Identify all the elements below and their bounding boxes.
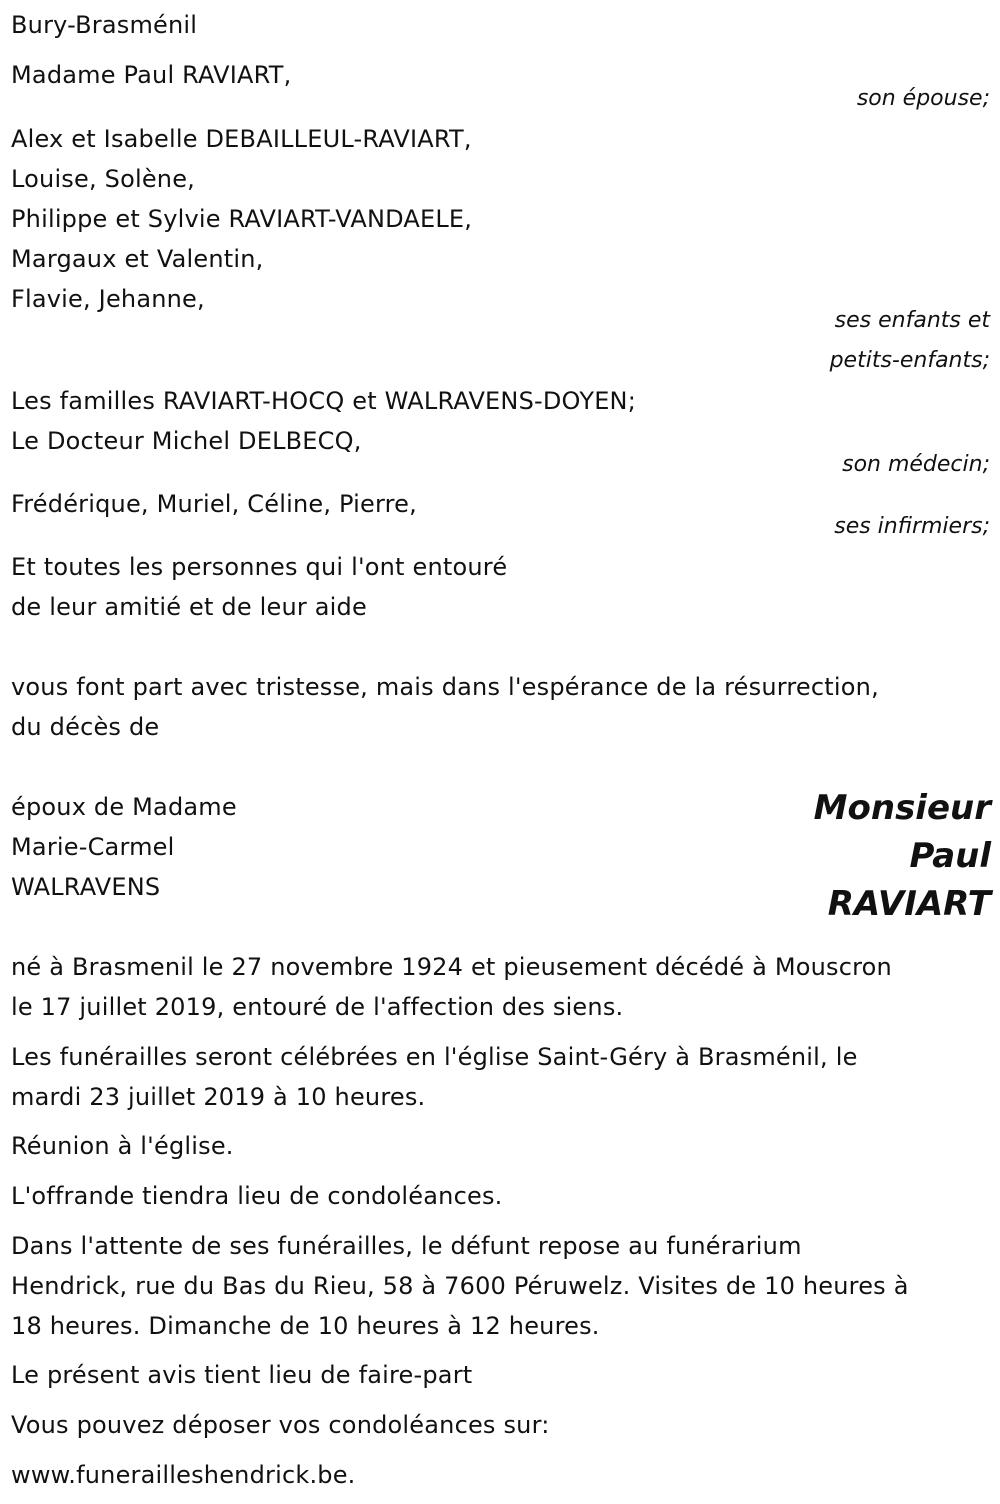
meeting-line: Réunion à l'église. [11,1132,234,1160]
website-link[interactable]: www.funerailleshendrick.be. [11,1461,356,1489]
spouse-role: son épouse; [856,86,990,111]
rest-line: Dans l'attente de ses funérailles, le défunt repose au funérarium [11,1232,802,1260]
children-line: Philippe et Sylvie RAVIART-VANDAELE, [11,205,473,233]
children-role: ses enfants et [834,308,990,333]
others-line: de leur amitié et de leur aide [11,593,367,621]
offering-line: L'offrande tiendra lieu de condoléances. [11,1182,503,1210]
deceased-name-last: RAVIART [827,884,991,924]
birth-death-line: le 17 juillet 2019, entouré de l'affection des siens. [11,993,624,1021]
condolences-intro: Vous pouvez déposer vos condoléances sur: [11,1411,550,1439]
funeral-line: mardi 23 juillet 2019 à 10 heures. [11,1083,426,1111]
children-line: Alex et Isabelle DEBAILLEUL-RAVIART, [11,125,472,153]
location-header: Bury-Brasménil [11,11,198,39]
deceased-spouse-line: WALRAVENS [11,873,161,901]
deceased-name-title: Monsieur [813,788,991,828]
deceased-spouse-line: Marie-Carmel [11,833,175,861]
spouse-name: Madame Paul RAVIART, [11,61,292,89]
children-role: petits-enfants; [829,348,990,373]
birth-death-line: né à Brasmenil le 27 novembre 1924 et pieusement décédé à Mouscron [11,953,892,981]
others-line: Et toutes les personnes qui l'ont entouré [11,553,508,581]
nurses-role: ses infirmiers; [834,514,990,539]
deceased-spouse-line: époux de Madame [11,793,237,821]
funeral-line: Les funérailles seront célébrées en l'église Saint-Géry à Brasménil, le [11,1043,858,1071]
deceased-name-first: Paul [909,836,991,876]
children-line: Margaux et Valentin, [11,245,264,273]
doctor-role: son médecin; [842,452,990,477]
nurses-names: Frédérique, Muriel, Céline, Pierre, [11,490,417,518]
announcement-line: du décès de [11,713,160,741]
children-line: Louise, Solène, [11,165,195,193]
doctor-name: Le Docteur Michel DELBECQ, [11,427,362,455]
rest-line: Hendrick, rue du Bas du Rieu, 58 à 7600 Péruwelz. Visites de 10 heures à [11,1272,909,1300]
notice-line: Le présent avis tient lieu de faire-part [11,1361,473,1389]
rest-line: 18 heures. Dimanche de 10 heures à 12 heures. [11,1312,600,1340]
announcement-line: vous font part avec tristesse, mais dans l'espérance de la résurrection, [11,673,879,701]
families-line: Les familles RAVIART-HOCQ et WALRAVENS-DOYEN; [11,387,636,415]
children-line: Flavie, Jehanne, [11,285,205,313]
